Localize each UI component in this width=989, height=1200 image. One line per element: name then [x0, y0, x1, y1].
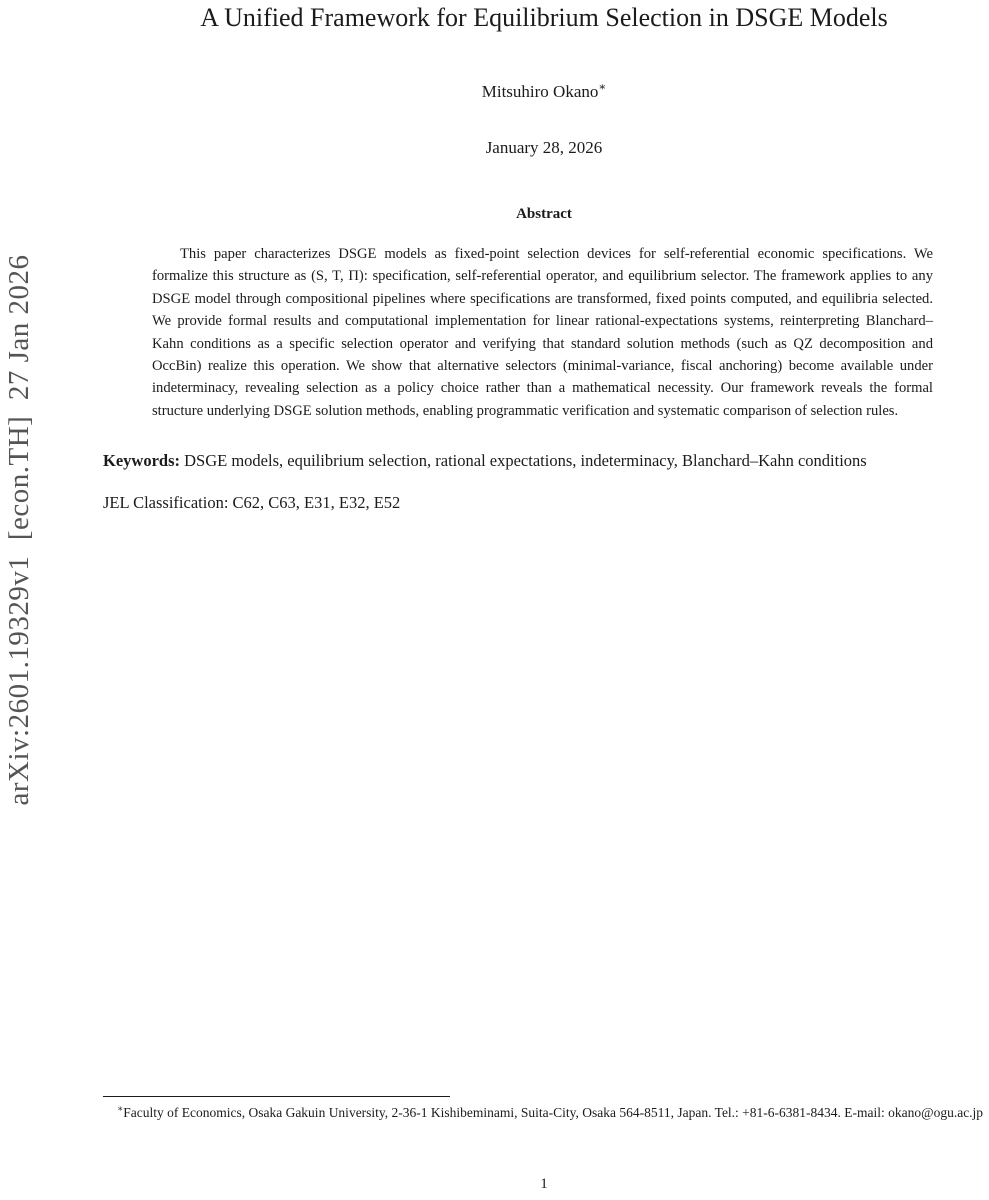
page-number: 1	[540, 1176, 548, 1192]
abstract-text: This paper characterizes DSGE models as fixed-point selection devices for self-referential economic specifications. We formalize this structure as (S, T, Π): specification, self-referential operator, and equilibrium selector. The framework applies to any DSGE model through compositional pipelines where specifications are transformed, fixed points computed, and equilibria selected. We provide formal results and computational implementation for linear rational-expectations systems, reinterpreting Blanchard–Kahn conditions as a specific selection operator and verifying that standard solution methods (such as QZ decomposition and OccBin) realize this operation. We show that alternative selectors (minimal-variance, fiscal anchoring) become available under indeterminacy, revealing selection as a policy choice rather than a mathematical necessity. Our framework reveals the formal structure underlying DSGE solution methods, enabling programmatic verification and systematic comparison of selection rules.	[152, 245, 933, 419]
author-footnote-mark: ∗	[598, 80, 607, 94]
author-line	[103, 82, 985, 102]
author-name: Mitsuhiro Okano	[481, 81, 599, 101]
paper-title: A Unified Framework for Equilibrium Selection in DSGE Models	[200, 3, 888, 32]
keywords-label: Keywords:	[103, 451, 180, 471]
paper-content	[0, 0, 989, 513]
footnote-block	[103, 1096, 985, 1123]
footnote-text	[103, 1103, 985, 1123]
jel-classification-line: JEL Classification: C62, C63, E31, E32, E52	[103, 493, 401, 513]
footnote-rule	[103, 1096, 450, 1097]
footnote-body: Faculty of Economics, Osaka Gakuin University, 2-36-1 Kishibeminami, Suita-City, Osaka 564-8511, Japan. Tel.: +81-6-6381-8434. E-mail: okano@ogu.ac.jp	[123, 1105, 984, 1120]
keywords-text: DSGE models, equilibrium selection, rational expectations, indeterminacy, Blanchard–Kahn conditions	[184, 451, 867, 471]
footnote-mark: ∗	[117, 1103, 124, 1114]
paper-date: January 28, 2026	[485, 137, 603, 157]
arxiv-watermark: arXiv:2601.19329v1 [econ.TH] 27 Jan 2026	[3, 254, 35, 806]
abstract-heading: Abstract	[516, 205, 572, 222]
keywords-line	[103, 448, 985, 473]
